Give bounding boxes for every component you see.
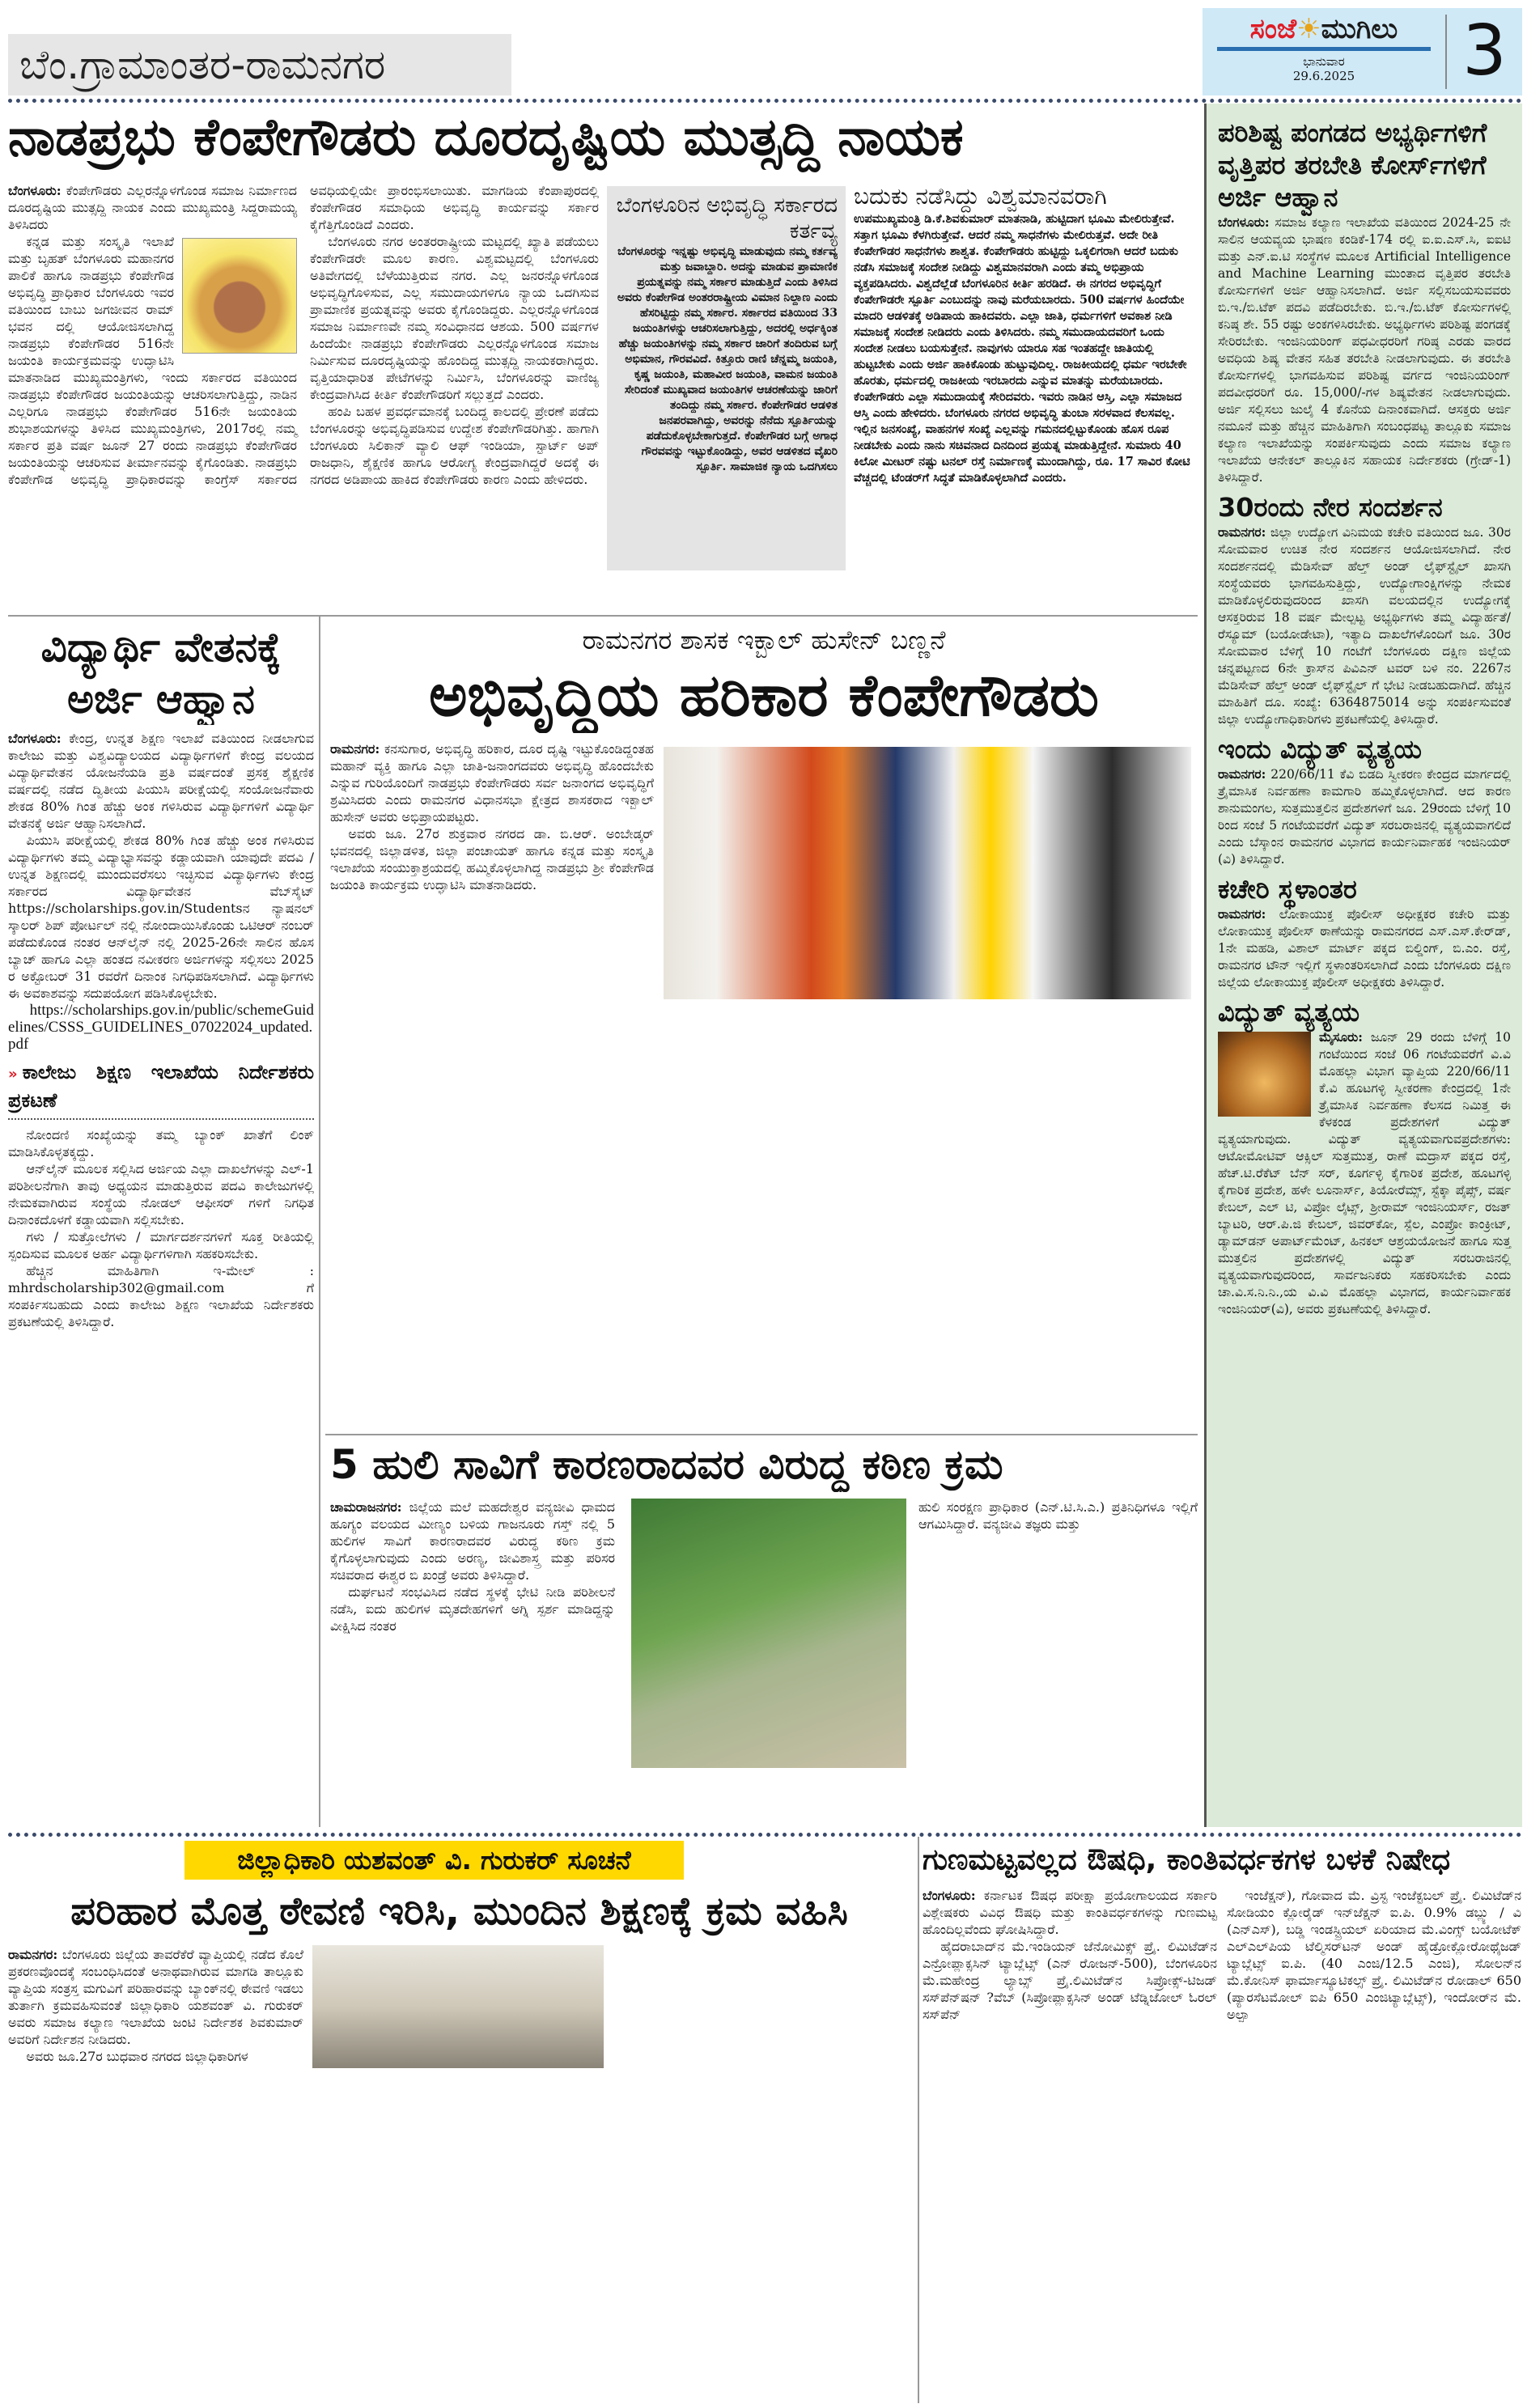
paragraph: ಬೆಂಗಳೂರು ನಗರ ಅಂತರರಾಷ್ಟ್ರೀಯ ಮಟ್ಟದಲ್ಲಿ ಖ್ಯಾತಿ ಪಡೆಯಲು ಕೆಂಪೇಗೌಡರೇ ಮೂಲ ಕಾರಣ. ವಿಶ್ವಮಟ್ಟದಲ್ಲಿ ಬೆಂಗಳೂರು ಅತಿವೇಗದಲ್ಲಿ ಬೆಳೆಯುತ್ತಿರುವ ನಗರ. ಎಲ್ಲ ಜನರನ್ನೊಳಗೊಂಡ ಅಭಿವೃದ್ಧಿಗೊಳಿಸುವ, ಎಲ್ಲ ಸಮುದಾಯಗಳಿಗೂ ನ್ಯಾಯ ಒದಗಿಸುವ ಪ್ರಾಮಾಣಿಕ ಪ್ರಯತ್ನವನ್ನು ಅವರು ಕೈಗೊಂಡಿದ್ದರು. ಎಲ್ಲರನ್ನೊಳಗೊಂಡ ಸಮಾಜ ನಿರ್ಮಾಣವೇ ನಮ್ಮ ಸಂವಿಧಾನದ ಆಶಯ. 500 ವರ್ಷಗಳ ಹಿಂದೆಯೇ ನಾಡಪ್ರಭು ಕೆಂಪೇಗೌಡರು ಎಲ್ಲರನ್ನೊಳಗೊಂಡ ಸಮಾಜ ನಿರ್ಮಿಸುವ ದೂರದೃಷ್ಟಿಯನ್ನು ಹೊಂದಿದ್ದ ಮುತ್ಸದ್ದಿ ನಾಯಕರಾಗಿದ್ದರು. ವೃತ್ತಿಯಾಧಾರಿತ ಪೇಟೆಗಳನ್ನು ನಿರ್ಮಿಸಿ, ಬೆಂಗಳೂರನ್ನು ವಾಣಿಜ್ಯ ಕೇಂದ್ರವಾಗಿಸಿದ ಕೀರ್ತಿ ಕೆಂಪೇಗೌಡರಿಗೆ ಸಲ್ಲುತ್ತದೆ ಎಂದರು. — [310, 234, 599, 402]
brief-text: ಜೂನ್ 29 ರಂದು ಬೆಳಿಗ್ಗೆ 10 ಗಂಟೆಯಿಂದ ಸಂಜೆ 06 ಗಂಟೆಯವರೆಗೆ ವಿ.ವಿ ಮೊಹಲ್ಲಾ ವಿಭಾಗ ವ್ಯಾಪ್ತಿಯ 220/66/11 ಕೆ.ವಿ ಹೂಟಗಳ್ಳಿ ಸ್ವೀಕರಣಾ ಕೇಂದ್ರದಲ್ಲಿ 1ನೇ ತ್ರೈಮಾಸಿಕ ನಿರ್ವಹಣಾ ಕೆಲಸದ ನಿಮಿತ್ತ ಈ ಕೆಳಕಂಡ ಪ್ರದೇಶಗಳಿಗೆ ವಿದ್ಯುತ್ ವ್ಯತ್ಯಯಾಗುವುದು. ವಿದ್ಯುತ್ ವ್ಯತ್ಯಯವಾಗುವಪ್ರದೇಶಗಳು: ಆಟೋಮೋಟಿವ್ ಆಕ್ಸಿಲ್ ಸುತ್ತಮುತ್ತ, ರಾಣೆ ಮದ್ರಾಸ್ ಪಕ್ಕದ ರಸ್ತೆ, ಹೆಚ್.ಟಿ.ರೆಕೆಟ್ ಬೆನ್ ಸರ್, ಕೂರ್ಗಳ್ಳಿ ಕೈಗಾರಿಕ ಪ್ರದೇಶ, ಹೂಟಗಳ್ಳಿ ಕೈಗಾರಿಕ ಪ್ರದೇಶ, ಹಳೇ ಲೂನಾರ್ಸ್, ತಿಯೋರೆಮ್ಸ್, ಸ್ಟೆಕ್ಕಾ ಪೈಪ್ಸ್, ವರ್ಷ ಕೇಬಲ್, ಎಲ್ ಟಿ, ವಿಪ್ರೋ ಲೈಟ್ಸ್, ಶ್ರೀರಾಮ್ ಇಂಜಿನಿಯರ್ಸ್, ರಜತ್ ಬ್ಯಾಟರಿ, ಆರ್.ಪಿ.ಜಿ ಕೇಬಲ್, ಜಿವರ್‌ಕೋ, ಸ್ಪೆಲ, ಎಂಪ್ರೋ ಕಾಂಕ್ರೀಟ್, ಡ್ಯಾಮ್‌ಡನ್ ಅಪಾರ್ಟ್‌ಮೆಂಟ್, ಹಿನಕಲ್ ಆಶ್ರಯಯೋಜನೆ ಹಾಗೂ ಸುತ್ತ ಮುತ್ತಲಿನ ಪ್ರದೇಶಗಳಲ್ಲಿ ವಿದ್ಯುತ್ ಸರಬರಾಜಿನಲ್ಲಿ ವ್ಯತ್ಯಯವಾಗುವುದರಿಂದ, ಸಾರ್ವಜನಿಕರು ಸಹಕರಿಸಬೇಕು ಎಂದು ಚಾ.ವಿ.ಸ.ನಿ.ನಿ.,ಯ ವಿ.ವಿ ಮೊಹಲ್ಲಾ ವಿಭಾಗದ, ಕಾರ್ಯನಿರ್ವಾಹಕ ಇಂಜಿನಿಯರ್(ವಿ), ಅವರು ಪ್ರಕಟಣೆಯಲ್ಲಿ ತಿಳಿಸಿದ್ದಾರೆ. — [1218, 1030, 1511, 1316]
page-number: 3 — [1445, 15, 1522, 89]
side-story-title: ಬದುಕು ನಡೆಸಿದ್ದು ವಿಶ್ವಮಾನವರಾಗಿ — [854, 183, 1107, 210]
dateline: ಬೆಂಗಳೂರು: — [923, 1888, 976, 1903]
paragraph: ಹೆಚ್ಚಿನ ಮಾಹಿತಿಗಾಗಿ ಇ-ಮೇಲ್ : mhrdscholarship302@gmail.com ಗೆ ಸಂಪರ್ಕಿಸಬಹುದು ಎಂದು ಕಾಲೇಜು ಶಿಕ್ಷಣ ಇಲಾಖೆಯ ನಿರ್ದೇಶಕರು ಪ್ರಕಟಣೆಯಲ್ಲಿ ತಿಳಿಸಿದ್ದಾರೆ. — [8, 1263, 314, 1329]
sidebar-box-title: ಬೆಂಗಳೂರಿನ ಅಭಿವೃದ್ಧಿ ಸರ್ಕಾರದ ಕರ್ತವ್ಯ — [616, 193, 838, 244]
brief-text: ಲೋಕಾಯುಕ್ತ ಪೊಲೀಸ್ ಅಧೀಕ್ಷಕರ ಕಚೇರಿ ಮತ್ತು ಲೋಕಾಯುಕ್ತ ಪೊಲೀಸ್ ಠಾಣೆಯನ್ನು ರಾಮನಗರದ ಎಸ್.ಎಸ್.ಕೇರ್‌ಡ್, 1ನೇ ಮಹಡಿ, ವಿಶಾಲ್ ಮಾರ್ಟ್ ಪಕ್ಕದ ಬಿಲ್ಡಿಂಗ್, ಬಿ.ಎಂ. ರಸ್ತೆ, ರಾಮನಗರ ಟೌನ್ ಇಲ್ಲಿಗೆ ಸ್ಥಳಾಂತರಿಸಲಾಗಿದೆ ಎಂದು ಬೆಂಗಳೂರು ದಕ್ಷಿಣ ಜಿಲ್ಲೆಯ ಲೋಕಾಯುಕ್ತ ಪೊಲೀಸ್ ಅಧೀಕ್ಷಕರು ತಿಳಿಸಿದ್ದಾರೆ. — [1218, 907, 1511, 990]
drugs-headline: ಗುಣಮಟ್ಟವಲ್ಲದ ಔಷಧಿ, ಕಾಂತಿವರ್ಧಕಗಳ ಬಳಕೆ ನಿಷೇಧ — [923, 1843, 1451, 1876]
scholarship-article — [8, 621, 314, 1827]
dateline: ಮೈಸೂರು: — [1319, 1029, 1363, 1045]
drugs-body — [923, 1887, 1521, 2405]
paragraph: ಆನ್‌ಲೈನ್ ಮೂಲಕ ಸಲ್ಲಿಸಿದ ಅರ್ಜಿಯ ಎಲ್ಲಾ ದಾಖಲೆಗಳನ್ನು ಎಲ್-1 ಪರಿಶೀಲನೆಗಾಗಿ ತಾವು ಅಧ್ಯಯನ ಮಾಡುತ್ತಿರುವ ಪದವಿ ಕಾಲೇಜುಗಳಲ್ಲಿ ನೇಮಕವಾಗಿರುವ ಸಂಸ್ಥೆಯ ನೋಡಲ್ ಆಫೀಸರ್ ಗಳಿಗೆ ನಿಗಧಿತ ದಿನಾಂಕದೊಳಗೆ ಕಡ್ಡಾಯವಾಗಿ ಸಲ್ಲಿಸಬೇಕು. — [8, 1161, 314, 1227]
compensation-body — [8, 1946, 303, 2403]
brief-title: ಇಂದು ವಿದ್ಯುತ್ ವ್ಯತ್ಯಯ — [1218, 734, 1422, 765]
tiger-body-cont — [918, 1499, 1198, 1822]
notice-callout — [8, 1059, 314, 1120]
compensation-kicker: ಜಿಲ್ಲಾಧಿಕಾರಿ ಯಶವಂತ್ ವಿ. ಗುರುಕರ್ ಸೂಚನೆ — [185, 1841, 684, 1880]
guidelines-link[interactable]: https://scholarships.gov.in/public/schemeGuidelines/CSSS_GUIDELINES_07022024_updated.pdf — [8, 1002, 314, 1053]
ramanagara-body — [330, 740, 654, 1428]
divider — [8, 615, 1198, 617]
dateline: ರಾಮನಗರ: — [1218, 906, 1266, 922]
paragraph: ಕನಸುಗಾರ, ಅಭಿವೃದ್ಧಿ ಹರಿಕಾರ, ದೂರ ದೃಷ್ಟಿ ಇಟ್ಟುಕೊಂಡಿದ್ದಂತಹ ಮಹಾನ್ ವ್ಯಕ್ತಿ ಹಾಗೂ ಎಲ್ಲಾ ಜಾತಿ-ಜನಾಂಗದವರು ಅಭಿವೃದ್ಧಿ ಹೊಂದಬೇಕು ಎನ್ನುವ ಗುರಿಯೊಂದಿಗೆ ನಾಡಪ್ರಭು ಕೆಂಪೇಗೌಡರು ಸರ್ವ ಜನಾಂಗದ ಅಭಿವೃದ್ಧಿಗೆ ಶ್ರಮಿಸಿದರು ಎಂದು ರಾಮನಗರ ವಿಧಾನಸಭಾ ಕ್ಷೇತ್ರದ ಶಾಸಕರಾದ ಇಕ್ಬಾಲ್ ಹುಸೇನ್ ಅವರು ಅಭಿಪ್ರಾಯಪಟ್ಟರು. — [330, 741, 654, 825]
ramanagara-headline: ಅಭಿವೃದ್ಧಿಯ ಹರಿಕಾರ ಕೆಂಪೇಗೌಡರು — [428, 661, 1100, 729]
logo-underline — [1217, 47, 1431, 51]
sidebar-box — [607, 186, 846, 570]
paragraph: ಕೇಂದ್ರ, ಉನ್ನತ ಶಿಕ್ಷಣ ಇಲಾಖೆ ವತಿಯಿಂದ ನೀಡಲಾಗುವ ಕಾಲೇಜು ಮತ್ತು ವಿಶ್ವವಿದ್ಯಾಲಯದ ವಿದ್ಯಾರ್ಥಿಗಳಿಗೆ ಕೇಂದ್ರ ವಲಯದ ವಿದ್ಯಾರ್ಥಿವೇತನ ಯೋಜನೆಯಡಿ ಪ್ರತಿ ವರ್ಷದಂತೆ ಪ್ರಸಕ್ತ ಶೈಕ್ಷಣಿಕ ವರ್ಷದಲ್ಲಿ ನಡೆದ ದ್ವಿತೀಯ ಪಿಯುಸಿ ಪರೀಕ್ಷೆಯಲ್ಲಿ ಸಂಯೋಜನೆವಾರು ಶೇಕಡ 80% ಗಿಂತ ಹೆಚ್ಚು ಅಂಕ ಗಳಿಸಿರುವ ವಿದ್ಯಾರ್ಥಿಗಳಿಗೆ ವಿದ್ಯಾರ್ಥಿ ವೇತನಕ್ಕೆ ಅರ್ಜಿ ಆಹ್ವಾನಿಸಲಾಗಿದೆ. — [8, 731, 314, 831]
briefs-column — [1204, 104, 1522, 1827]
paragraph: ಇಂಜೆಕ್ಷನ್), ಗೋವಾದ ಮೆ. ವ್ರಿಸ್ಟ ಇಂಜೆಕ್ಟಬಲ್ ಪ್ರೈ. ಲಿಮಿಟೆಡ್‌ನ ಸೋಡಿಯಂ ಕ್ಲೋರೈಡ್ ಇನ್‌ಜೆಕ್ಷನ್ ಐ.ಪಿ. 0.9% ಡಬ್ಲ್ಯು / ವಿ (ಎನ್‌ಎಸ್), ಬಡ್ಡಿ ಇಂಡಸ್ಟ್ರಿಯಲ್ ಏರಿಯಾದ ಮೆ.ವಿಂಗ್ಸ್ ಬಯೋಟೆಕ್ ಎಲ್‌ಎಲ್‌ಪಿಯ ಟೆಲ್ಮಿಸರ್‌ಟನ್ ಅಂಡ್ ಹೈಡ್ರೋಕ್ಲೋರೋಥೈಜಡ್ ಟ್ಯಾಬ್ಲೆಟ್ಸ್ ಐ.ಪಿ. (40 ಎಂಜಿ/12.5 ಎಂಜಿ), ಸೋಲನ್‌ನ ಮೆ.ಕೋನಿಸ್ ಫಾರ್ಮಾಸ್ಯೂಟಿಕಲ್ಸ್ ಪ್ರೈ. ಲಿಮಿಟೆಡ್‌ನ ರೋಡಾಲ್ 650 (ಪ್ಯಾರಸೆಟಮೋಲ್ ಐಪಿ 650 ಎಂಜಿಟ್ಯಾಬ್ಲೆಟ್ಸ್), ಇಂದೋರ್‌ನ ಮೆ. ಅಲ್ಪಾ — [1227, 1888, 1521, 2022]
paragraph: ಕನ್ನಡ ಮತ್ತು ಸಂಸ್ಕೃತಿ ಇಲಾಖೆ ಮತ್ತು ಬೃಹತ್ ಬೆಂಗಳೂರು ಮಹಾನಗರ ಪಾಲಿಕೆ ಹಾಗೂ ನಾಡಪ್ರಭು ಕೆಂಪೇಗೌಡ ಅಭಿವೃದ್ಧಿ ಪ್ರಾಧಿಕಾರ ಬೆಂಗಳೂರು ಇವರ ವತಿಯಿಂದ ಬಾಬು ಜಗಜೀವನ ರಾಮ್ ಭವನ ದಲ್ಲಿ ಆಯೋಜಿಸಲಾಗಿದ್ದ ನಾಡಪ್ರಭು ಕೆಂಪೇಗೌಡರ 516ನೇ ಜಯಂತಿ ಕಾರ್ಯಕ್ರಮವನ್ನು ಉದ್ಘಾಟಿಸಿ ಮಾತನಾಡಿದ ಮುಖ್ಯಮಂತ್ರಿಗಳು, ಇಂದು ಸರ್ಕಾರದ ವತಿಯಿಂದ ನಾಡಪ್ರಭು ಕೆಂಪೇಗೌಡರ ಜಯಂತಿಯನ್ನು ಆಚರಿಸಲಾಗುತ್ತಿದ್ದು, ನಾಡಿನ ಎಲ್ಲರಿಗೂ ನಾಡಪ್ರಭು ಕೆಂಪೇಗೌಡರ 516ನೇ ಜಯಂತಿಯ ಶುಭಾಶಯಗಳನ್ನು ತಿಳಿಸಿದ ಮುಖ್ಯಮಂತ್ರಿಗಳು, 2017ರಲ್ಲಿ ನಮ್ಮ ಸರ್ಕಾರ ಪ್ರತಿ ವರ್ಷ ಜೂನ್ 27 ರಂದು ನಾಡಪ್ರಭು ಕೆಂಪೇಗೌಡರ ಜಯಂತಿಯನ್ನು ಆಚರಿಸುವ ತೀರ್ಮಾನವನ್ನು ಕೈಗೊಂಡಿತು. ನಾಡಪ್ರಭು ಕೆಂಪೇಗೌಡ ಅಭಿವೃದ್ಧಿ ಪ್ರಾಧಿಕಾರವನ್ನು ಕಾಂಗ್ರೆಸ್ ಸರ್ಕಾರದ ಅವಧಿಯಲ್ಲಿಯೇ ಪ್ರಾರಂಭಿಸಲಾಯಿತು. ಮಾಗಡಿಯ ಕೆಂಪಾಪುರದಲ್ಲಿ ಕೆಂಪೇಗೌಡರ ಸಮಾಧಿಯ ಅಭಿವೃದ್ಧಿ ಕಾರ್ಯವನ್ನು ಸರ್ಕಾರ ಕೈಗೆತ್ತಿಗೊಂಡಿದೆ ಎಂದರು. — [8, 183, 599, 487]
compensation-headline: ಪರಿಹಾರ ಮೊತ್ತ ಠೇವಣಿ ಇರಿಸಿ, ಮುಂದಿನ ಶಿಕ್ಷಣಕ್ಕೆ ಕ್ರಮ ವಹಿಸಿ — [70, 1889, 848, 1934]
brief-title: ವಿದ್ಯುತ್ ವ್ಯತ್ಯಯ — [1218, 997, 1359, 1028]
divider — [325, 1434, 1198, 1435]
dateline: ಬೆಂಗಳೂರು: — [8, 731, 62, 746]
section-rule — [8, 1833, 1522, 1837]
paragraph: ಅವರು ಜೂ.27ರ ಬುಧವಾರ ನಗರದ ಜಿಲ್ಲಾಧಿಕಾರಿಗಳ — [26, 2049, 248, 2064]
sun-icon: ☀ — [1296, 13, 1321, 45]
tiger-headline: 5 ಹುಲಿ ಸಾವಿಗೆ ಕಾರಣರಾದವರ ವಿರುದ್ಧ ಕಠಿಣ ಕ್ರಮ — [330, 1441, 1003, 1488]
paragraph: ಅವರು ಜೂ. 27ರ ಶುಕ್ರವಾರ ನಗರದ ಡಾ. ಬಿ.ಆರ್. ಅಂಬೇಡ್ಕರ್ ಭವನದಲ್ಲಿ ಜಿಲ್ಲಾಡಳಿತ, ಜಿಲ್ಲಾ ಪಂಚಾಯತ್ ಹಾಗೂ ಕನ್ನಡ ಮತ್ತು ಸಂಸ್ಕೃತಿ ಇಲಾಖೆಯ ಸಂಯುಕ್ತಾಶ್ರಯದಲ್ಲಿ ಹಮ್ಮಿಕೊಳ್ಳಲಾಗಿದ್ದ ನಾಡಪ್ರಭು ಶ್ರೀ ಕೆಂಪೇಗೌಡ ಜಯಂತಿ ಕಾರ್ಯಕ್ರಮ ಉದ್ಘಾಟಿಸಿ ಮಾತನಾಡಿದರು. — [330, 826, 654, 892]
column-divider — [918, 1837, 919, 2403]
issue-day: ಭಾನುವಾರ — [1303, 54, 1345, 69]
paragraph: ಕರ್ನಾಟಕ ಔಷಧ ಪರೀಕ್ಷಾ ಪ್ರಯೋಗಾಲಯದ ಸರ್ಕಾರಿ ವಿಶ್ಲೇಷಕರು ವಿವಿಧ ಔಷಧಿ ಮತ್ತು ಕಾಂತಿವರ್ಧಕಗಳನ್ನು ಗುಣಮಟ್ಟ ಹೊಂದಿಲ್ಲವೆಂದು ಘೋಷಿಸಿದ್ದಾರೆ. — [923, 1888, 1218, 1937]
brief-text: 220/66/11 ಕೆವಿ ಬಿಡದಿ ಸ್ವೀಕರಣ ಕೇಂದ್ರದ ಮಾರ್ಗದಲ್ಲಿ ತ್ರೈಮಾಸಿಕ ನಿರ್ವಹಣಾ ಕಾಮಗಾರಿ ಹಮ್ಮಿಕೊಳ್ಳಲಾಗಿದೆ. ಆದ ಕಾರಣ ಶಾನುಮಂಗಲ, ಸುತ್ತಮುತ್ತಲಿನ ಪ್ರದೇಶಗಳಿಗೆ ಜೂ. 29ರಂದು ಬೆಳಿಗ್ಗೆ 10 ರಿಂದ ಸಂಜೆ 5 ಗಂಟೆಯವರೆಗೆ ವಿದ್ಯುತ್ ಸರಬರಾಜಿನಲ್ಲಿ ವ್ಯತ್ಯಯವಾಗಲಿದೆ ಎಂದು ಬೆಸ್ಕಾಂನ ರಾಮನಗರ ವಿಭಾಗದ ಕಾರ್ಯನಿರ್ವಾಹಕ ಇಂಜಿನಿಯರ್ (ವಿ) ತಿಳಿಸಿದ್ದಾರೆ. — [1218, 767, 1511, 867]
dateline: ರಾಮನಗರ: — [330, 741, 380, 757]
paragraph: ಹೈದರಾಬಾದ್‌ನ ಮೆ.ಇಂಡಿಯನ್ ಜೆನೋಮಿಕ್ಸ್ ಪ್ರೈ. ಲಿಮಿಟೆಡ್‌ನ ಎನ್ರೋಪ್ಲಾಕ್ಸಸಿನ್ ಟ್ಯಾಬ್ಲೆಟ್ಸ್ (ಎನ್ ರೋಜನ್-500), ಬೆಂಗಳೂರಿನ ಮೆ.ಮಹೇಂದ್ರ ಲ್ಯಾಬ್ಸ್ ಪ್ರೈ.ಲಿಮಿಟೆಡ್‌ನ ಸಿಪ್ರೋಕ್ಸ್-ಟಿಜಡ್ ಸಸ್‌ಪೆನ್‌ಷನ್ ?ವೆಬ್ (ಸಿಪ್ರೋಪ್ಲಾಕ್ಸಸಿನ್ ಅಂಡ್ ಟೆಡ್ನಿಜೋಲ್ ಓರಲ್ ಸಸ್‌ಪೆನ್ — [923, 1939, 1217, 2022]
brand-name — [1203, 13, 1445, 45]
paragraph: ಕೆಂಪೇಗೌಡರು ಎಲ್ಲರನ್ನೊಳಗೊಂಡ ಸಮಾಜ ನಿರ್ಮಾಣದ ದೂರದೃಷ್ಟಿಯ ಮುತ್ಸದ್ದಿ ನಾಯಕ ಎಂದು ಮುಖ್ಯಮಂತ್ರಿ ಸಿದ್ದರಾಮಯ್ಯ ತಿಳಿಸಿದರು — [8, 183, 297, 232]
paragraph: ಹುಲಿ ಸಂರಕ್ಷಣ ಪ್ರಾಧಿಕಾರ (ಎನ್.ಟಿ.ಸಿ.ಎ.) ಪ್ರತಿನಿಧಿಗಳೂ ಇಲ್ಲಿಗೆ ಆಗಮಿಸಿದ್ದಾರೆ. ವನ್ಯಜೀವಿ ತಜ್ಞರು ಮತ್ತು — [918, 1499, 1198, 1532]
kempegowda-portrait — [182, 238, 297, 354]
paragraph: ಹಂಪಿ ಬಹಳ ಪ್ರವರ್ಧಮಾನಕ್ಕೆ ಬಂದಿದ್ದ ಕಾಲದಲ್ಲಿ ಪ್ರೇರಣೆ ಪಡೆದು ಬೆಂಗಳೂರನ್ನು ಅಭಿವೃದ್ಧಿಪಡಿಸುವ ಉದ್ದೇಶ ಕೆಂಪೇಗೌಡರಿಗಿತ್ತು. ಹಾಗಾಗಿ ಬೆಂಗಳೂರು ಸಿಲಿಕಾನ್ ವ್ಯಾಲಿ ಆಫ್ ಇಂಡಿಯಾ, ಸ್ಟಾರ್ಟ್ ಅಪ್ ರಾಜಧಾನಿ, ಶೈಕ್ಷಣಿಕ ಹಾಗೂ ಆರೋಗ್ಯ ಕೇಂದ್ರವಾಗಿದ್ದರೆ ಅದಕ್ಕೆ ಈ ನಗರದ ಅಡಿಪಾಯ ಹಾಕಿದ ಕೆಂಪೇಗೌಡರು ಕಾರಣ ಎಂದು ಹೇಳಿದರು. — [310, 404, 599, 487]
brief-title: ಕಚೇರಿ ಸ್ಥಳಾಂತರ — [1218, 874, 1357, 905]
event-photo — [664, 747, 1191, 999]
brief-title: ಪರಿಶಿಷ್ಟ ಪಂಗಡದ ಅಭ್ಯರ್ಥಿಗಳಿಗೆ ವೃತ್ತಿಪರ ತರಬೇತಿ ಕೋರ್ಸ್‌ಗಳಿಗೆ ಅರ್ಜಿ ಆಹ್ವಾನ — [1218, 117, 1487, 213]
paragraph: ದುರ್ಘಟನೆ ಸಂಭವಿಸಿದ ನಡೆದ ಸ್ಥಳಕ್ಕೆ ಭೇಟಿ ನೀಡಿ ಪರಿಶೀಲನೆ ನಡೆಸಿ, ಐದು ಹುಲಿಗಳ ಮೃತದೇಹಗಳಿಗೆ ಅಗ್ನಿ ಸ್ಪರ್ಶ ಮಾಡಿದ್ದನ್ನು ವೀಕ್ಷಿಸಿದ ನಂತರ — [330, 1584, 615, 1634]
lineman-photo — [1218, 1032, 1311, 1117]
paragraph: ಪಿಯುಸಿ ಪರೀಕ್ಷೆಯಲ್ಲಿ ಶೇಕಡ 80% ಗಿಂತ ಹೆಚ್ಚು ಅಂಕ ಗಳಿಸಿರುವ ವಿದ್ಯಾರ್ಥಿಗಳು ತಮ್ಮ ವಿದ್ಯಾಭ್ಯಾಸವನ್ನು ಕಡ್ಡಾಯವಾಗಿ ಯಾವುದೇ ಪದವಿ / ಉನ್ನತ ಶಿಕ್ಷಣದಲ್ಲಿ ಮುಂದುವರೆಸಲು ಇಚ್ಛಿಸುವ ವಿದ್ಯಾರ್ಥಿಗಳು ಕೇಂದ್ರ ಸರ್ಕಾರದ ವಿದ್ಯಾರ್ಥಿವೇತನ ವೆಬ್‌ಸೈಟ್ https://scholarships.gov.in/Studentsನ ನ್ಯಾಷನಲ್ ಸ್ಕಾಲರ್ ಶಿಪ್ ಪೋರ್ಟಲ್ ನಲ್ಲಿ ನೋಂದಾಯಿಸಿಕೊಂಡು ಒಟಿಆರ್ ನಂಬರ್ ಪಡೆದುಕೊಂಡ ನಂತರ ಆನ್‌ಲೈನ್ ನಲ್ಲಿ 2025-26ನೇ ಸಾಲಿನ ಹೊಸ ಬ್ಯಾಚ್ ಹಾಗೂ ಎಲ್ಲಾ ಹಂತದ ನವೀಕರಣ ಅರ್ಜಿಗಳನ್ನು ಸಲ್ಲಿಸಲು 2025 ರ ಅಕ್ಟೋಬರ್ 31 ರವರೆಗೆ ದಿನಾಂಕ ನಿಗಧಿಪಡಿಸಲಾಗಿದೆ. ವಿದ್ಯಾರ್ಥಿಗಳು ಈ ಅವಕಾಶವನ್ನು ಸದುಪಯೋಗ ಪಡಿಸಿಕೊಳ್ಳಬೇಕು. — [8, 833, 314, 1001]
brief-text: ಸಮಾಜ ಕಲ್ಯಾಣ ಇಲಾಖೆಯ ವತಿಯಿಂದ 2024-25 ನೇ ಸಾಲಿನ ಆಯವ್ಯಯ ಭಾಷಣ ಕಂಡಿಕೆ-174 ರಲ್ಲಿ ಐ.ಐ.ಎಸ್.ಸಿ, ಐಐಟಿ ಮತ್ತು ಎನ್.ಐ.ಟಿ ಸಂಸ್ಥೆಗಳ ಮೂಲಕ Artificial Intelligence and Machine Learning ಮುಂತಾದ ವೃತ್ತಿಪರ ತರಬೇತಿ ಕೋರ್ಸುಗಳಿಗೆ ಅರ್ಜಿ ಆಹ್ವಾನಿಸಲಾಗಿದೆ. ಅರ್ಜಿ ಸಲ್ಲಿಸಬಯಸುವವರು ಬಿ.ಇ./ಬಿ.ಟೆಕ್ ಪದವಿ ಪಡೆದಿರಬೇಕು. ಬಿ.ಇ./ಬಿ.ಟೆಕ್ ಕೋರ್ಸುಗಳಲ್ಲಿ ಕನಿಷ್ಠ ಶೇ. 55 ರಷ್ಟು ಅಂಕಗಳಿಸಿರಬೇಕು. ಅಭ್ಯರ್ಥಿಗಳು ಪರಿಶಿಷ್ಟ ಪಂಗಡಕ್ಕೆ ಸೇರಿರಬೇಕು. ಇಂಜಿನಿಯರಿಂಗ್ ಪಧವೀಧರರಿಗೆ ಗರಿಷ್ಠ ಎರಡು ವಾರದ ಅವಧಿಯ ಶಿಷ್ಯ ವೇತನ ಸಹಿತ ತರಬೇತಿ ನೀಡಲಾಗುವುದು. ಈ ತರಬೇತಿ ಕೋರ್ಸುಗಳಲ್ಲಿ ಭಾಗವಹಿಸುವ ಪರಿಶಿಷ್ಟ ವರ್ಗದ ಇಂಜಿನಿಯರಿಂಗ್ ಪದವೀಧರರಿಗೆ ರೂ. 15,000/-ಗಳ ಶಿಷ್ಯವೇತನ ನೀಡಲಾಗುವುದು. ಅರ್ಜಿ ಸಲ್ಲಿಸಲು ಜುಲೈ 4 ಕೊನೆಯ ದಿನಾಂಕವಾಗಿದೆ. ಆಸಕ್ತರು ಅರ್ಜಿ ನಮೂನೆ ಮತ್ತು ಹೆಚ್ಚಿನ ಮಾಹಿತಿಗಾಗಿ ಸಂಬಂಧಪಟ್ಟ ತಾಲ್ಲೂಕು ಸಮಾಜ ಕಲ್ಯಾಣ ಇಲಾಖೆಯನ್ನು ಸಂಪರ್ಕಿಸುವುದು ಎಂದು ಸಮಾಜ ಕಲ್ಯಾಣ ಇಲಾಖೆಯ ಆನೇಕಲ್ ತಾಲ್ಲೂಕಿನ ಸಹಾಯಕ ನಿರ್ದೇಶಕರು (ಗ್ರೇಡ್-1) ತಿಳಿಸಿದ್ದಾರೆ. — [1218, 215, 1511, 485]
lead-headline: ನಾಡಪ್ರಭು ಕೆಂಪೇಗೌಡರು ದೂರದೃಷ್ಟಿಯ ಮುತ್ಸದ್ದಿ ನಾಯಕ — [8, 108, 964, 167]
paragraph: ಜಿಲ್ಲೆಯ ಮಲೆ ಮಹದೇಶ್ವರ ವನ್ಯಜೀವಿ ಧಾಮದ ಹೂಗ್ಯಂ ವಲಯದ ಮೀಣ್ಯಂ ಬಳಿಯ ಗಾಜನೂರು ಗಸ್ತ್ ನಲ್ಲಿ 5 ಹುಲಿಗಳ ಸಾವಿಗೆ ಕಾರಣರಾದವರ ವಿರುದ್ಧ ಕಠಿಣ ಕ್ರಮ ಕೈಗೊಳ್ಳಲಾಗುವುದು ಎಂದು ಅರಣ್ಯ, ಜೀವಿಶಾಸ್ತ್ರ ಮತ್ತು ಪರಿಸರ ಸಚಿವರಾದ ಈಶ್ವರ ಬಿ ಖಂಡ್ರೆ ಅವರು ತಿಳಿಸಿದ್ದಾರೆ. — [330, 1499, 615, 1583]
side-story-text: ಉಪಮುಖ್ಯಮಂತ್ರಿ ಡಿ.ಕೆ.ಶಿವಕುಮಾರ್ ಮಾತನಾಡಿ, ಹುಟ್ಟಿದಾಗ ಭೂಮಿ ಮೇಲಿರುತ್ತೇವೆ. ಸತ್ತಾಗ ಭೂಮಿ ಕೆಳಗಿರುತ್ತೇವೆ. ಆದರೆ ನಮ್ಮ ಸಾಧನೆಗಳು ಮೇಲಿರುತ್ತವೆ. ಅದೇ ರೀತಿ ಕೆಂಪೇಗೌಡರ ಸಾಧನೆಗಳು ಶಾಶ್ವತ. ಕೆಂಪೇಗೌಡರು ಹುಟ್ಟಿದ್ದು ಒಕ್ಕಲಿಗರಾಗಿ ಆದರೆ ಬದುಕು ನಡೆಸಿ ಸಮಾಜಕ್ಕೆ ಸಂದೇಶ ನೀಡಿದ್ದು ವಿಶ್ವಮಾನವರಾಗಿ ಎಂದು ತಮ್ಮ ಅಭಿಪ್ರಾಯ ವ್ಯಕ್ತಪಡಿಸಿದರು. ವಿಶ್ವದೆಲ್ಲೆಡೆ ಬೆಂಗಳೂರಿನ ಕೀರ್ತಿ ಹರಡಿದೆ. ಈ ನಗರದ ಅಭಿವೃದ್ಧಿಗೆ ಕೆಂಪೇಗೌಡರೇ ಸ್ಪೂರ್ತಿ ಎಂಬುದನ್ನು ನಾವು ಮರೆಯಬಾರದು. 500 ವರ್ಷಗಳ ಹಿಂದೆಯೇ ಮಾದರಿ ಆಡಳಿತಕ್ಕೆ ಅಡಿಪಾಯ ಹಾಕಿದವರು. ಎಲ್ಲಾ ಜಾತಿ, ಧರ್ಮಗಳಿಗೆ ಅವಕಾಶ ನೀಡಿ ಸಮಾಜಕ್ಕೆ ಸಂದೇಶ ನೀಡಿದರು ಎಂದು ತಿಳಿಸಿದರು. ನಮ್ಮ ಸಮುದಾಯದವರಿಗೆ ಒಂದು ಸಂದೇಶ ನೀಡಲು ಬಯಸುತ್ತೇನೆ. ನಾವುಗಳು ಯಾರೂ ಸಹ ಇಂತಹದ್ದೇ ಜಾತಿಯಲ್ಲಿ ಹುಟ್ಟಬೇಕು ಎಂದು ಅರ್ಜಿ ಹಾಕಿಕೊಂಡು ಹುಟ್ಟುವುದಿಲ್ಲ. ರಾಜಕೀಯದಲ್ಲಿ ಧರ್ಮ ಇರಬೇಕೇ ಹೊರತು, ಧರ್ಮದಲ್ಲಿ ರಾಜಕೀಯ ಇರಬಾರದು ಎನ್ನುವ ಮಾತನ್ನು ಮರೆಯಬಾರದು. ಕೆಂಪೇಗೌಡರು ಎಲ್ಲಾ ಸಮುದಾಯಕ್ಕೆ ಸೇರಿದವರು. ಇವರು ನಾಡಿನ ಆಸ್ತಿ, ಎಲ್ಲಾ ಸಮಾಜದ ಆಸ್ತಿ ಎಂದು ಹೇಳಿದರು. ಬೆಂಗಳೂರು ನಗರದ ಅಭಿವೃದ್ಧಿ ತುಂಬಾ ಸರಳವಾದ ಕೆಲಸವಲ್ಲ. ಇಲ್ಲಿನ ಜನಸಂಖ್ಯೆ, ವಾಹನಗಳ ಸಂಖ್ಯೆ ಎಲ್ಲವನ್ನು ಗಮನದಲ್ಲಿಟ್ಟುಕೊಂಡು ಹೊಸ ರೂಪ ನೀಡಬೇಕು ಎಂದು ನಾನು ಸಚಿವನಾದ ದಿನದಿಂದ ಪ್ರಯತ್ನ ಮಾಡುತ್ತಿದ್ದೇನೆ. ಸುಮಾರು 40 ಕಿಲೋ ಮೀಟರ್ ನಷ್ಟು ಟನಲ್ ರಸ್ತೆ ನಿರ್ಮಾಣಕ್ಕೆ ಮುಂದಾಗಿದ್ದು, ರೂ. 17 ಸಾವಿರ ಕೋಟಿ ವೆಚ್ಚದಲ್ಲಿ ಟೆಂಡರ್‌ಗೆ ಸಿದ್ಧತೆ ಮಾಡಿಕೊಳ್ಳಲಾಗಿದೆ ಎಂದರು. — [854, 212, 1190, 485]
paragraph: ಬೆಂಗಳೂರು ಜಿಲ್ಲೆಯ ತಾವರೆಕೆರೆ ವ್ಯಾಪ್ತಿಯಲ್ಲಿ ನಡೆದ ಕೊಲೆ ಪ್ರಕರಣವೊಂದಕ್ಕೆ ಸಂಬಂಧಿಸಿದಂತೆ ಅನಾಥವಾಗಿರುವ ಮಾಗಡಿ ತಾಲ್ಲೂಕು ವ್ಯಾಪ್ತಿಯ ಸಂತ್ರಸ್ತ ಮಗುವಿಗೆ ಪರಿಹಾರವನ್ನು ಬ್ಯಾಂಕ್‌ನಲ್ಲಿ ಠೇವಣಿ ಇಡಲು ತುರ್ತಾಗಿ ಕ್ರಮವಹಿಸುವಂತೆ ಜಿಲ್ಲಾಧಿಕಾರಿ ಯಶವಂತ್ ವಿ. ಗುರುಕರ್ ಅವರು ಸಮಾಜ ಕಲ್ಯಾಣ ಇಲಾಖೆಯ ಜಂಟಿ ನಿರ್ದೇಶಕ ಶಿವಕುಮಾರ್ ಅವರಿಗೆ ನಿರ್ದೇಶನ ನೀಡಿದರು. — [8, 1947, 303, 2047]
lead-body — [8, 182, 599, 579]
section-label: ಬೆಂ.ಗ್ರಾಮಾಂತರ-ರಾಮನಗರ — [8, 34, 511, 95]
dateline: ರಾಮನಗರ: — [1218, 524, 1266, 540]
callout-text: ಕಾಲೇಜು ಶಿಕ್ಷಣ ಇಲಾಖೆಯ ನಿರ್ದೇಶಕರು ಪ್ರಕಟಣೆ — [8, 1061, 314, 1112]
paragraph: ಗಳು / ಸುತ್ತೋಲೆಗಳು / ಮಾರ್ಗದರ್ಶನಗಳಿಗೆ ಸೂಕ್ತ ರೀತಿಯಲ್ಲಿ ಸ್ಪಂದಿಸುವ ಮೂಲಕ ಅರ್ಹ ವಿದ್ಯಾರ್ಥಿಗಳಿಗಾಗಿ ಸಹಕರಿಸಬೇಕು. — [8, 1229, 314, 1261]
brand-part-1: ಸಂಜೆ — [1249, 13, 1297, 45]
brief-title: 30ರಂದು ನೇರ ಸಂದರ್ಶನ — [1218, 492, 1443, 523]
brand-part-2: ಮುಗಿಲು — [1321, 13, 1398, 45]
brief-text: ಜಿಲ್ಲಾ ಉದ್ಯೋಗ ವಿನಿಮಯ ಕಚೇರಿ ವತಿಯಿಂದ ಜೂ. 30ರ ಸೋಮವಾರ ಉಚಿತ ನೇರ ಸಂದರ್ಶನ ಆಯೋಜಿಸಲಾಗಿದೆ. ನೇರ ಸಂದರ್ಶನದಲ್ಲಿ ಮೆಡಿಸೇವ್ ಹೆಲ್ತ್ ಅಂಡ್ ಲೈಫ್‌ಸ್ಟೈಲ್ ಖಾಸಗಿ ಸಂಸ್ಥೆಯವರು ಭಾಗವಹಿಸುತ್ತಿದ್ದು, ಉದ್ಯೋಗಾಂಕ್ಷಿಗಳನ್ನು ನೇಮಕ ಮಾಡಿಕೊಳ್ಳಲಿರುವುದರಿಂದ ಖಾಸಗಿ ವಲಯದಲ್ಲಿನ ಉದ್ಯೋಗಕ್ಕೆ ಆಸಕ್ತರಿರುವ 18 ವರ್ಷ ಮೇಲ್ಪಟ್ಟ ಅಭ್ಯರ್ಥಿಗಳು ತಮ್ಮ ವಿದ್ಯಾರ್ಹತೆ/ರೆಸ್ಯೂಮ್ (ಬಯೋಡೇಟಾ), ಇತ್ಯಾದಿ ದಾಖಲೆಗಳೊಂದಿಗೆ ಜೂ. 30ರ ಸೋಮವಾರ ಬೆಳಿಗ್ಗೆ 10 ಗಂಟೆಗೆ ಬೆಂಗಳೂರು ದಕ್ಷಿಣ ಜಿಲ್ಲೆಯ ಚನ್ನಪಟ್ಟಣದ 6ನೇ ಕ್ರಾಸ್‌ನ ಪಿವಿಎನ್ ಟವರ್ ಬಳಿ ನಂ. 2267ನ ಮೆಡಿಸೇವ್ ಹೆಲ್ತ್ ಅಂಡ್ ಲೈಫ್‌ಸ್ಟೈಲ್ ಗೆ ಭೇಟಿ ನೀಡಬಹುದಾಗಿದೆ. ಹೆಚ್ಚಿನ ಮಾಹಿತಿಗೆ ದೂ. ಸಂಖ್ಯೆ: 6364875014 ಅನ್ನು ಸಂಪರ್ಕಿಸುವಂತೆ ಜಿಲ್ಲಾ ಉದ್ಯೋಗಾಧಿಕಾರಿಗಳು ಪ್ರಕಟಣೆಯಲ್ಲಿ ತಿಳಿಸಿದ್ದಾರೆ. — [1218, 525, 1511, 727]
sidebar-box-text: ಬೆಂಗಳೂರನ್ನು ಇನ್ನಷ್ಟು ಅಭಿವೃದ್ಧಿ ಮಾಡುವುದು ನಮ್ಮ ಕರ್ತವ್ಯ ಮತ್ತು ಜವಾಬ್ದಾರಿ. ಅದನ್ನು ಮಾಡುವ ಪ್ರಾಮಾಣಿಕ ಪ್ರಯತ್ನವನ್ನು ನಮ್ಮ ಸರ್ಕಾರ ಮಾಡುತ್ತಿದೆ ಎಂದು ತಿಳಿಸಿದ ಅವರು ಕೆಂಪೇಗೌಡ ಅಂತರರಾಷ್ಟ್ರೀಯ ವಿಮಾನ ನಿಲ್ದಾಣ ಎಂದು ಹೆಸರಿಟ್ಟಿದ್ದು ನಮ್ಮ ಸರ್ಕಾರ. ಸರ್ಕಾರದ ವತಿಯಿಂದ 33 ಜಯಂತಿಗಳನ್ನು ಆಚರಿಸಲಾಗುತ್ತಿದ್ದು, ಅದರಲ್ಲಿ ಅರ್ಧಕ್ಕಿಂತ ಹೆಚ್ಚು ಜಯಂತಿಗಳನ್ನು ನಮ್ಮ ಸರ್ಕಾರ ಜಾರಿಗೆ ತಂದಿರುವ ಬಗ್ಗೆ ಅಭಿಮಾನ, ಗೌರವವಿದೆ. ಕಿತ್ತೂರು ರಾಣಿ ಚೆನ್ನಮ್ಮ ಜಯಂತಿ, ಕೃಷ್ಣ ಜಯಂತಿ, ಮಹಾವೀರ ಜಯಂತಿ, ವಾಮನ ಜಯಂತಿ ಸೇರಿದಂತೆ ಮುಖ್ಯವಾದ ಜಯಂತಿಗಳ ಆಚರಣೆಯನ್ನು ಜಾರಿಗೆ ತಂದಿದ್ದು ನಮ್ಮ ಸರ್ಕಾರ. ಕೆಂಪೇಗೌಡರ ಆಡಳಿತ ಜನಪರವಾಗಿದ್ದು, ಅವರನ್ನು ನೆನೆದು ಸ್ಪೂರ್ತಿಯನ್ನು ಪಡೆದುಕೊಳ್ಳಬೇಕಾಗುತ್ತದೆ. ಕೆಂಪೇಗೌಡರ ಬಗ್ಗೆ ಅಗಾಧ ಗೌರವವನ್ನು ಇಟ್ಟುಕೊಂಡಿದ್ದು, ಅವರ ಆಡಳಿತದ ವೈಖರಿ ಸ್ಪೂರ್ತಿ. ಸಾಮಾಜಿಕ ನ್ಯಾಯ ಒದಗಿಸಲು — [617, 245, 838, 473]
issue-date: 29.6.2025 — [1292, 69, 1355, 83]
dateline: ಚಾಮರಾಜನಗರ: — [330, 1499, 402, 1515]
dateline: ಬೆಂಗಳೂರು: — [8, 183, 62, 198]
chevron-icon: » — [8, 1066, 18, 1083]
scholarship-headline: ವಿದ್ಯಾರ್ಥಿ ವೇತನಕ್ಕೆ ಅರ್ಜಿ ಆಹ್ವಾನ — [40, 624, 282, 723]
paragraph: ನೋಂದಣಿ ಸಂಖ್ಯೆಯನ್ನು ತಮ್ಮ ಬ್ಯಾಂಕ್ ಖಾತೆಗೆ ಲಿಂಕ್ ಮಾಡಿಸಿಕೊಳ್ಳತಕ್ಕದ್ದು. — [8, 1127, 314, 1159]
forest-photo — [631, 1499, 906, 1768]
side-story — [854, 182, 1196, 579]
dateline: ರಾಮನಗರ: — [1218, 766, 1266, 782]
meeting-photo — [312, 1945, 604, 2068]
dateline: ರಾಮನಗರ: — [8, 1947, 58, 1962]
masthead-logo — [1203, 8, 1522, 95]
column-divider — [319, 617, 320, 1827]
dateline: ಬೆಂಗಳೂರು: — [1218, 214, 1270, 230]
tiger-body — [330, 1499, 615, 1822]
ramanagara-kicker: ರಾಮನಗರ ಶಾಸಕ ಇಕ್ಬಾಲ್ ಹುಸೇನ್ ಬಣ್ಣನೆ — [582, 625, 946, 655]
